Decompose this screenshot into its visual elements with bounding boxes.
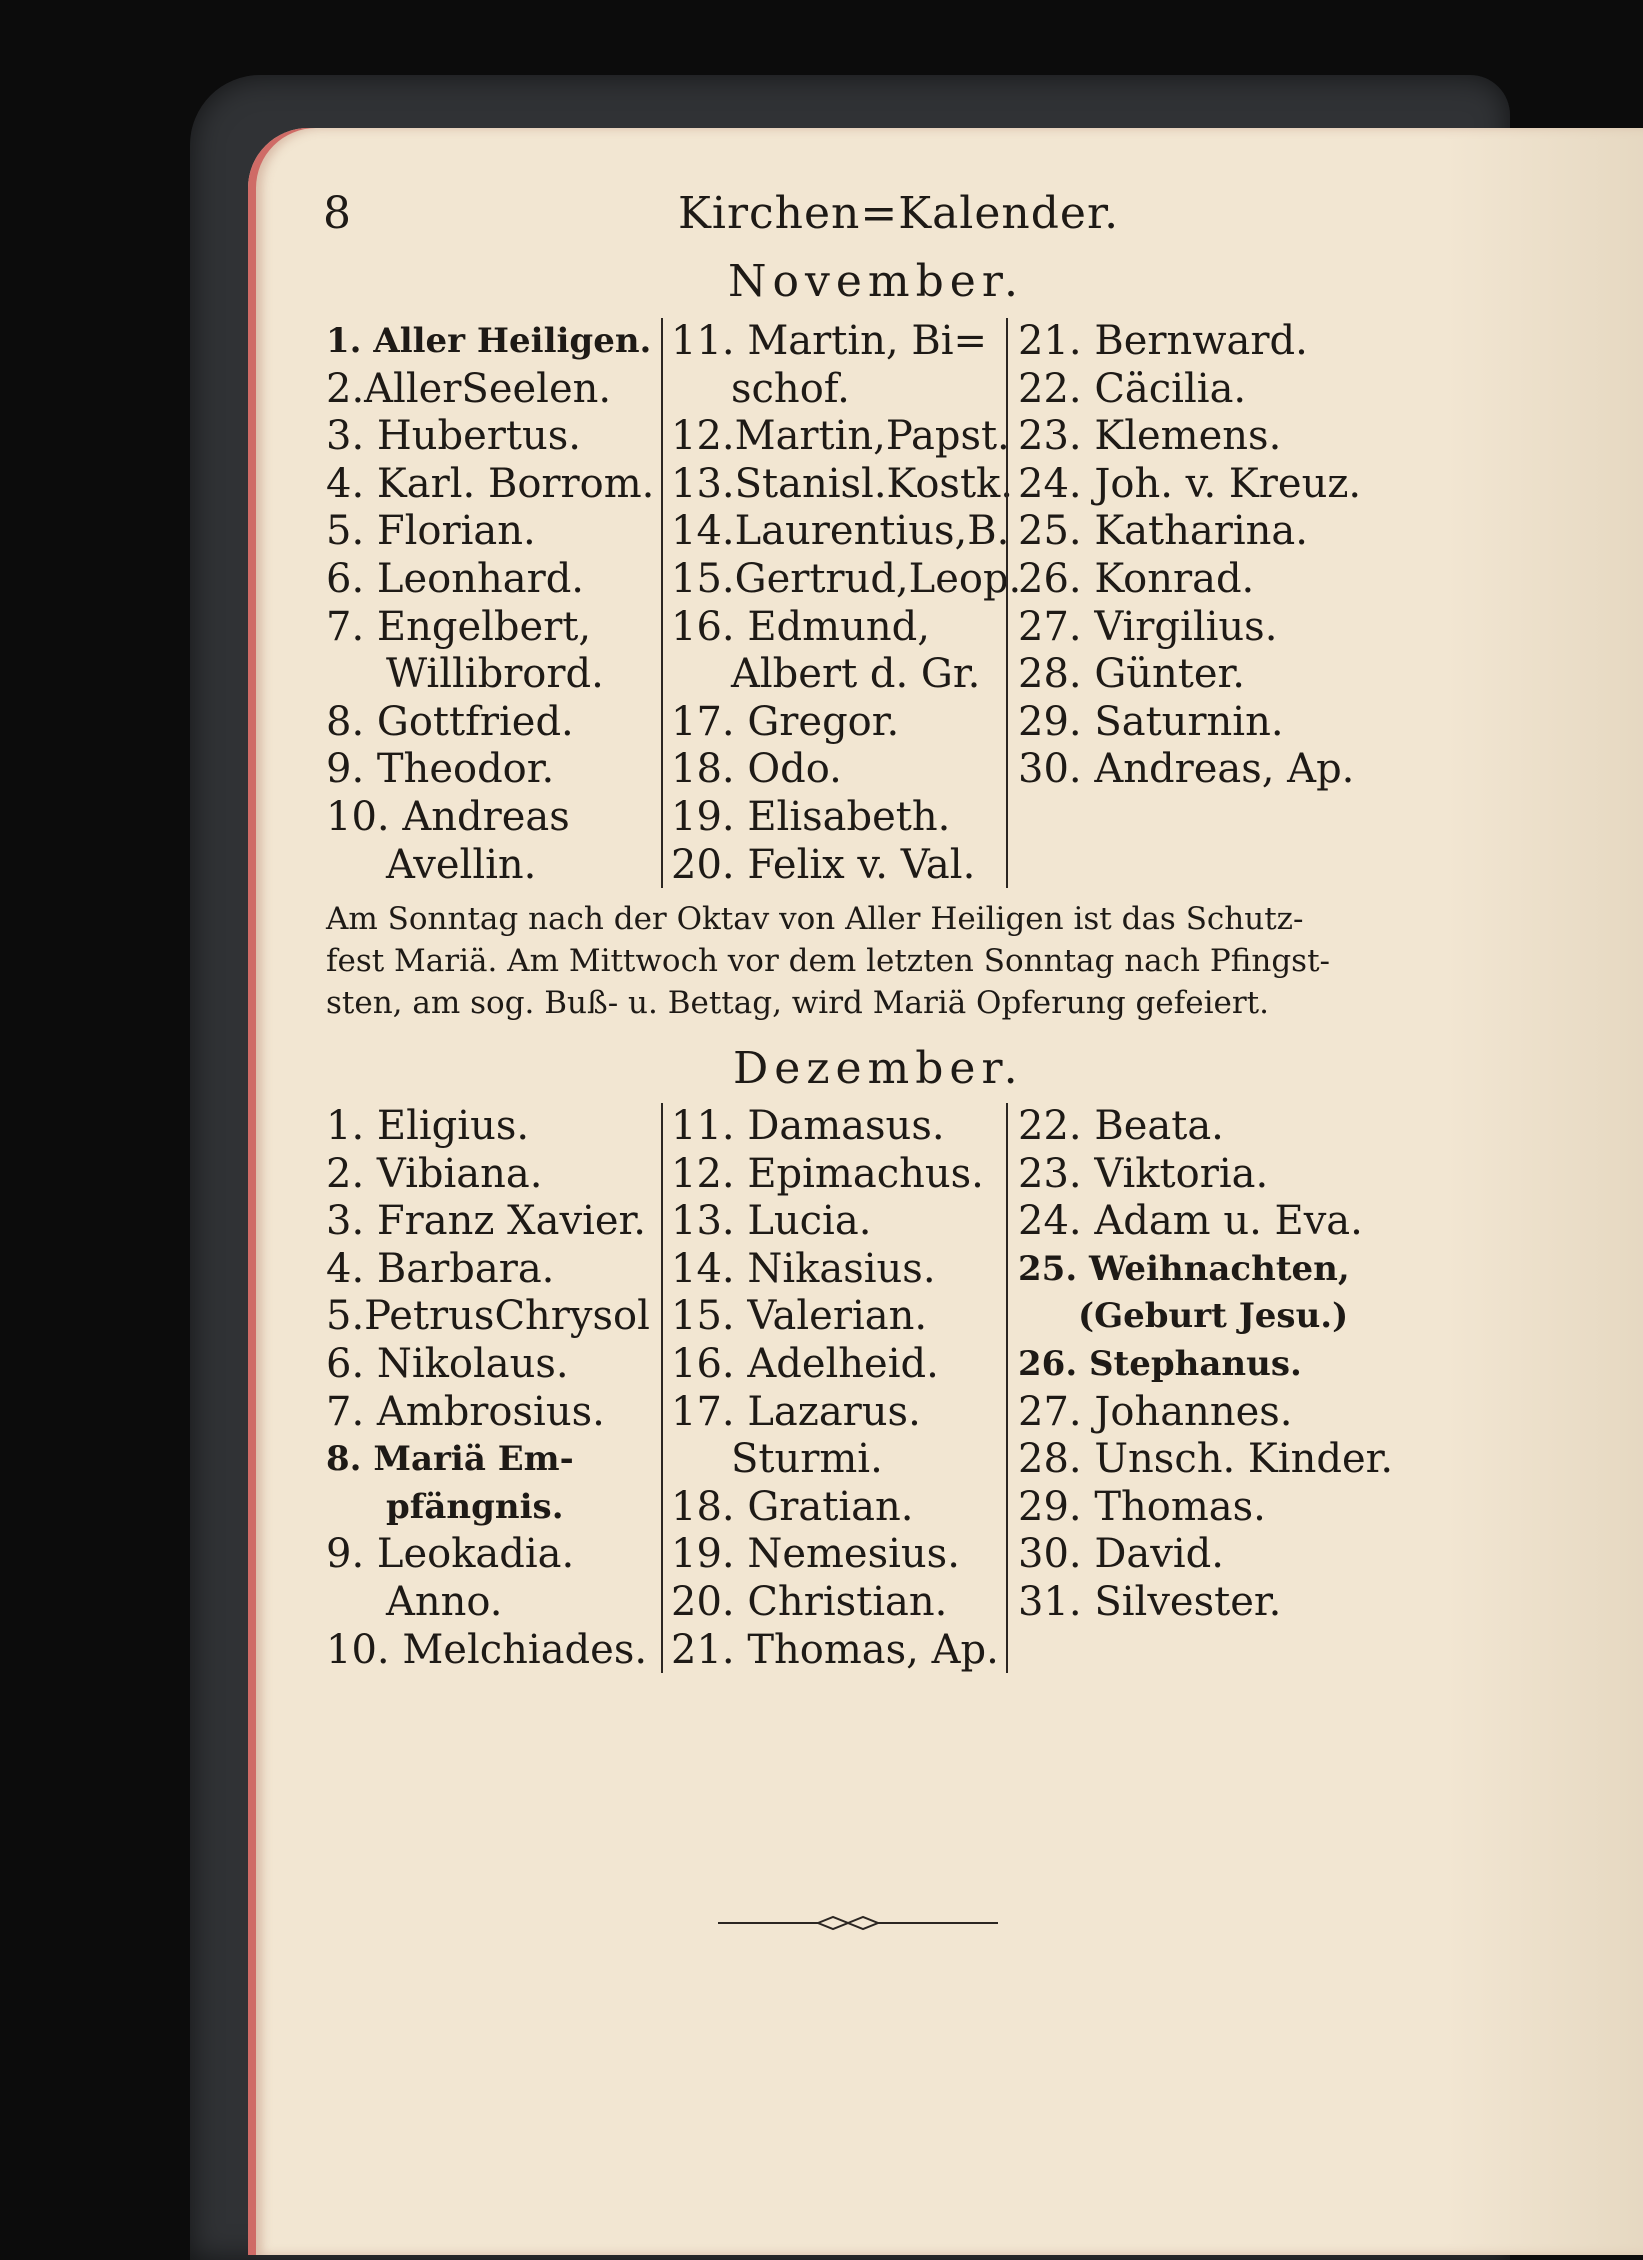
november-column-3 (1006, 318, 1406, 888)
calendar-entry: 11. Damasus. (671, 1103, 945, 1149)
calendar-entry: 27. Johannes. (1018, 1388, 1293, 1435)
ornament-divider-icon (718, 1908, 998, 1938)
calendar-entry: 25. Weihnachten, (1018, 1248, 1350, 1289)
page-shading (1443, 128, 1643, 2255)
calendar-entry: Avellin. (386, 841, 537, 888)
calendar-entry: 1. Eligius. (326, 1103, 530, 1149)
calendar-entry: 18. Gratian. (671, 1483, 914, 1530)
calendar-entry: 15. Valerian. (671, 1293, 928, 1340)
calendar-entry: 7. Ambrosius. (326, 1388, 605, 1435)
calendar-entry: 3. Hubertus. (326, 413, 581, 460)
calendar-entry: 21. Thomas, Ap. (671, 1626, 999, 1673)
page-number: 8 (323, 188, 351, 239)
calendar-entry: 26. Stephanus. (1018, 1343, 1302, 1384)
dezember-column-2 (661, 1103, 1001, 1673)
note-line: fest Mariä. Am Mittwoch vor dem letzten Sonntag nach Pfingst- (326, 943, 1331, 979)
calendar-entry: 19. Nemesius. (671, 1531, 960, 1578)
book-page (248, 128, 1643, 2255)
calendar-entry: 2. Vibiana. (326, 1150, 543, 1197)
calendar-entry: 8. Gottfried. (326, 698, 574, 745)
calendar-entry: 6. Nikolaus. (326, 1340, 569, 1387)
calendar-entry: 28. Günter. (1018, 651, 1245, 698)
calendar-entry: 7. Engelbert, (326, 603, 592, 650)
calendar-entry: 19. Elisabeth. (671, 793, 951, 840)
calendar-entry: 23. Viktoria. (1018, 1150, 1269, 1197)
calendar-entry: 29. Thomas. (1018, 1483, 1266, 1530)
calendar-entry: 20. Felix v. Val. (671, 841, 976, 888)
calendar-entry: 4. Karl. Borrom. (326, 460, 655, 507)
calendar-entry: 15.Gertrud,Leop. (671, 555, 1022, 602)
calendar-entry: 5.PetrusChrysol (326, 1293, 650, 1340)
note-line: sten, am sog. Buß- u. Bettag, wird Mariä Opferung gefeiert. (326, 985, 1269, 1021)
running-title: Kirchen=Kalender. (678, 188, 1120, 239)
calendar-entry: 17. Lazarus. (671, 1388, 921, 1435)
calendar-entry: 24. Joh. v. Kreuz. (1018, 460, 1362, 507)
calendar-entry: 9. Leokadia. (326, 1531, 575, 1578)
calendar-entry: Sturmi. (731, 1436, 883, 1483)
month-title-dezember: Dezember. (733, 1043, 1024, 1094)
calendar-entry: 10. Andreas (326, 793, 570, 840)
calendar-entry: 30. David. (1018, 1531, 1224, 1578)
calendar-entry: pfängnis. (386, 1486, 564, 1527)
calendar-entry: 22. Beata. (1018, 1103, 1224, 1149)
calendar-entry: 3. Franz Xavier. (326, 1198, 646, 1245)
calendar-entry: 1. Aller Heiligen. (326, 321, 652, 361)
calendar-entry: 24. Adam u. Eva. (1018, 1198, 1363, 1245)
calendar-entry: 12.Martin,Papst. (671, 413, 1010, 460)
calendar-entry: 14.Laurentius,B. (671, 508, 1010, 555)
calendar-entry: 22. Cäcilia. (1018, 365, 1247, 412)
dezember-column-1 (326, 1103, 656, 1673)
calendar-entry: 26. Konrad. (1018, 555, 1255, 602)
calendar-entry: 28. Unsch. Kinder. (1018, 1436, 1394, 1483)
calendar-entry: 5. Florian. (326, 508, 536, 555)
calendar-entry: 23. Klemens. (1018, 413, 1282, 460)
calendar-entry: Willibrord. (386, 651, 604, 698)
calendar-entry: 14. Nikasius. (671, 1245, 936, 1292)
calendar-entry: schof. (731, 365, 850, 412)
calendar-entry: 4. Barbara. (326, 1245, 555, 1292)
calendar-entry: 20. Christian. (671, 1578, 948, 1625)
november-column-2 (661, 318, 1022, 888)
calendar-entry: 9. Theodor. (326, 746, 555, 793)
calendar-entry: 25. Katharina. (1018, 508, 1308, 555)
calendar-entry: 17. Gregor. (671, 698, 900, 745)
calendar-entry: 31. Silvester. (1018, 1578, 1282, 1625)
calendar-entry: 16. Adelheid. (671, 1340, 939, 1387)
feast-note (326, 898, 1476, 1024)
calendar-entry: 29. Saturnin. (1018, 698, 1284, 745)
november-column-1 (326, 318, 656, 888)
calendar-entry: (Geburt Jesu.) (1078, 1296, 1349, 1337)
calendar-entry: 21. Bernward. (1018, 318, 1308, 364)
calendar-entry: 10. Melchiades. (326, 1626, 648, 1673)
dezember-column-3 (1006, 1103, 1406, 1673)
calendar-entry: 13.Stanisl.Kostk. (671, 460, 1013, 507)
calendar-entry: 16. Edmund, (671, 603, 930, 650)
calendar-entry: 18. Odo. (671, 746, 842, 793)
calendar-entry: 8. Mariä Em- (326, 1439, 574, 1480)
calendar-entry: 13. Lucia. (671, 1198, 872, 1245)
calendar-entry: 6. Leonhard. (326, 555, 585, 602)
calendar-entry: Anno. (386, 1578, 503, 1625)
calendar-entry: Albert d. Gr. (731, 651, 981, 698)
calendar-entry: 11. Martin, Bi= (671, 318, 988, 364)
calendar-entry: 30. Andreas, Ap. (1018, 746, 1355, 793)
calendar-entry: 2.AllerSeelen. (326, 365, 612, 412)
calendar-entry: 27. Virgilius. (1018, 603, 1278, 650)
calendar-entry: 12. Epimachus. (671, 1150, 984, 1197)
note-line: Am Sonntag nach der Oktav von Aller Heiligen ist das Schutz- (326, 901, 1304, 937)
month-title-november: November. (728, 256, 1024, 307)
